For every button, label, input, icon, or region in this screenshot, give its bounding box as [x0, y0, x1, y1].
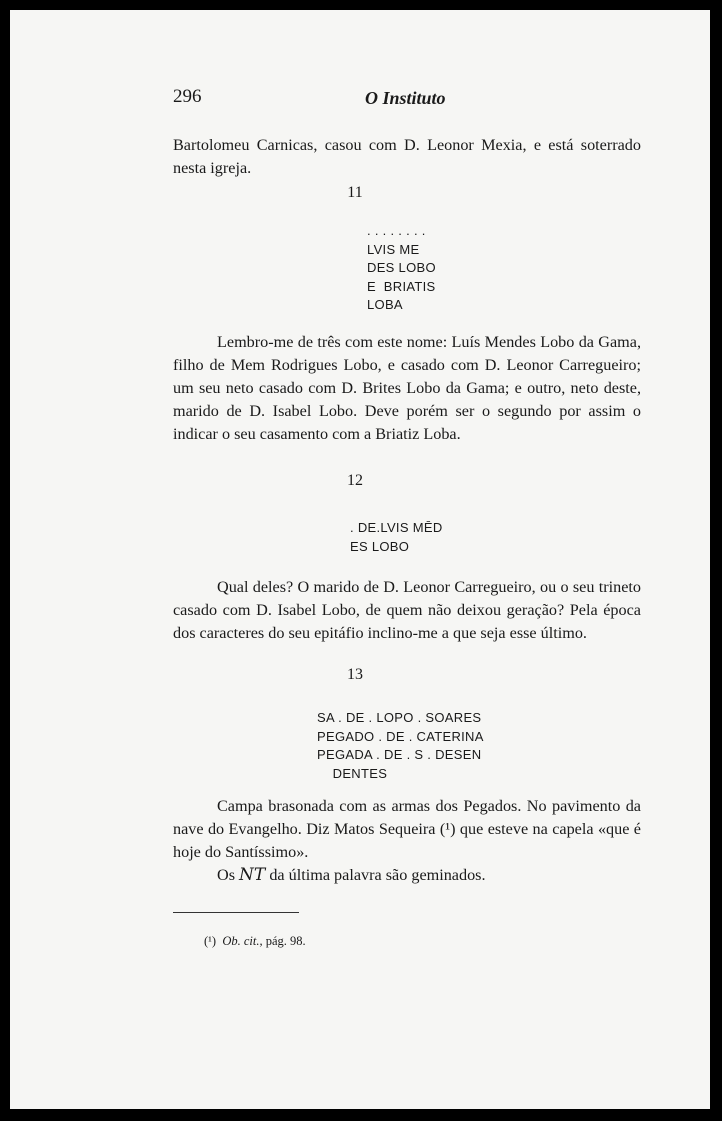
running-title: O Instituto — [365, 88, 446, 108]
entry-number: 11 — [347, 184, 363, 201]
entry-number: 12 — [347, 472, 363, 489]
inscription: . . . . . . . . LVIS ME DES LOBO E BRIATIS LOBA — [367, 223, 436, 312]
commentary-note — [173, 864, 641, 887]
text-fragment: da última palavra são geminados. — [269, 866, 486, 884]
inscription: . DE.LVIS MĒD ES LOBO — [350, 520, 443, 554]
entry-number: 13 — [347, 666, 363, 683]
document-page — [10, 10, 710, 1109]
commentary-paragraph: Qual deles? O marido de D. Leonor Carregueiro, ou o seu trineto casado com D. Isabel Lobo, de quem não deixou geração? Pela época dos caracteres do seu epitáfio inclino-me a que seja esse último. — [173, 578, 641, 642]
nt-letters: NT — [239, 865, 266, 885]
footnote-divider — [173, 912, 299, 913]
page-number: 296 — [173, 86, 202, 107]
footnote-ref: Ob. cit., — [222, 934, 263, 948]
text-fragment: Os — [217, 866, 235, 884]
intro-paragraph: Bartolomeu Carnicas, casou com D. Leonor Mexia, e está soterrado nesta igreja. — [173, 136, 641, 177]
inscription: SA . DE . LOPO . SOARES PEGADO . DE . CATERINA PEGADA . DE . S . DESEN DENTES — [317, 710, 484, 781]
commentary-paragraph: Lembro-me de três com este nome: Luís Mendes Lobo da Gama, filho de Mem Rodrigues Lobo, e casado com D. Leonor Carregueiro; um seu neto casado com D. Brites Lobo da Gama; e outro, neto deste, marido de D. Isabel Lobo. Deve porém ser o segundo por assim o indicar o seu casamento com a Briatiz Loba. — [173, 333, 641, 443]
footnote-marker: (¹) — [204, 934, 217, 948]
footnote — [204, 934, 306, 949]
footnote-page: pág. 98. — [265, 934, 306, 948]
commentary-paragraph: Campa brasonada com as armas dos Pegados. No pavimento da nave do Evangelho. Diz Matos Sequeira (¹) que esteve na capela «que é hoje do Santíssimo». — [173, 797, 641, 861]
